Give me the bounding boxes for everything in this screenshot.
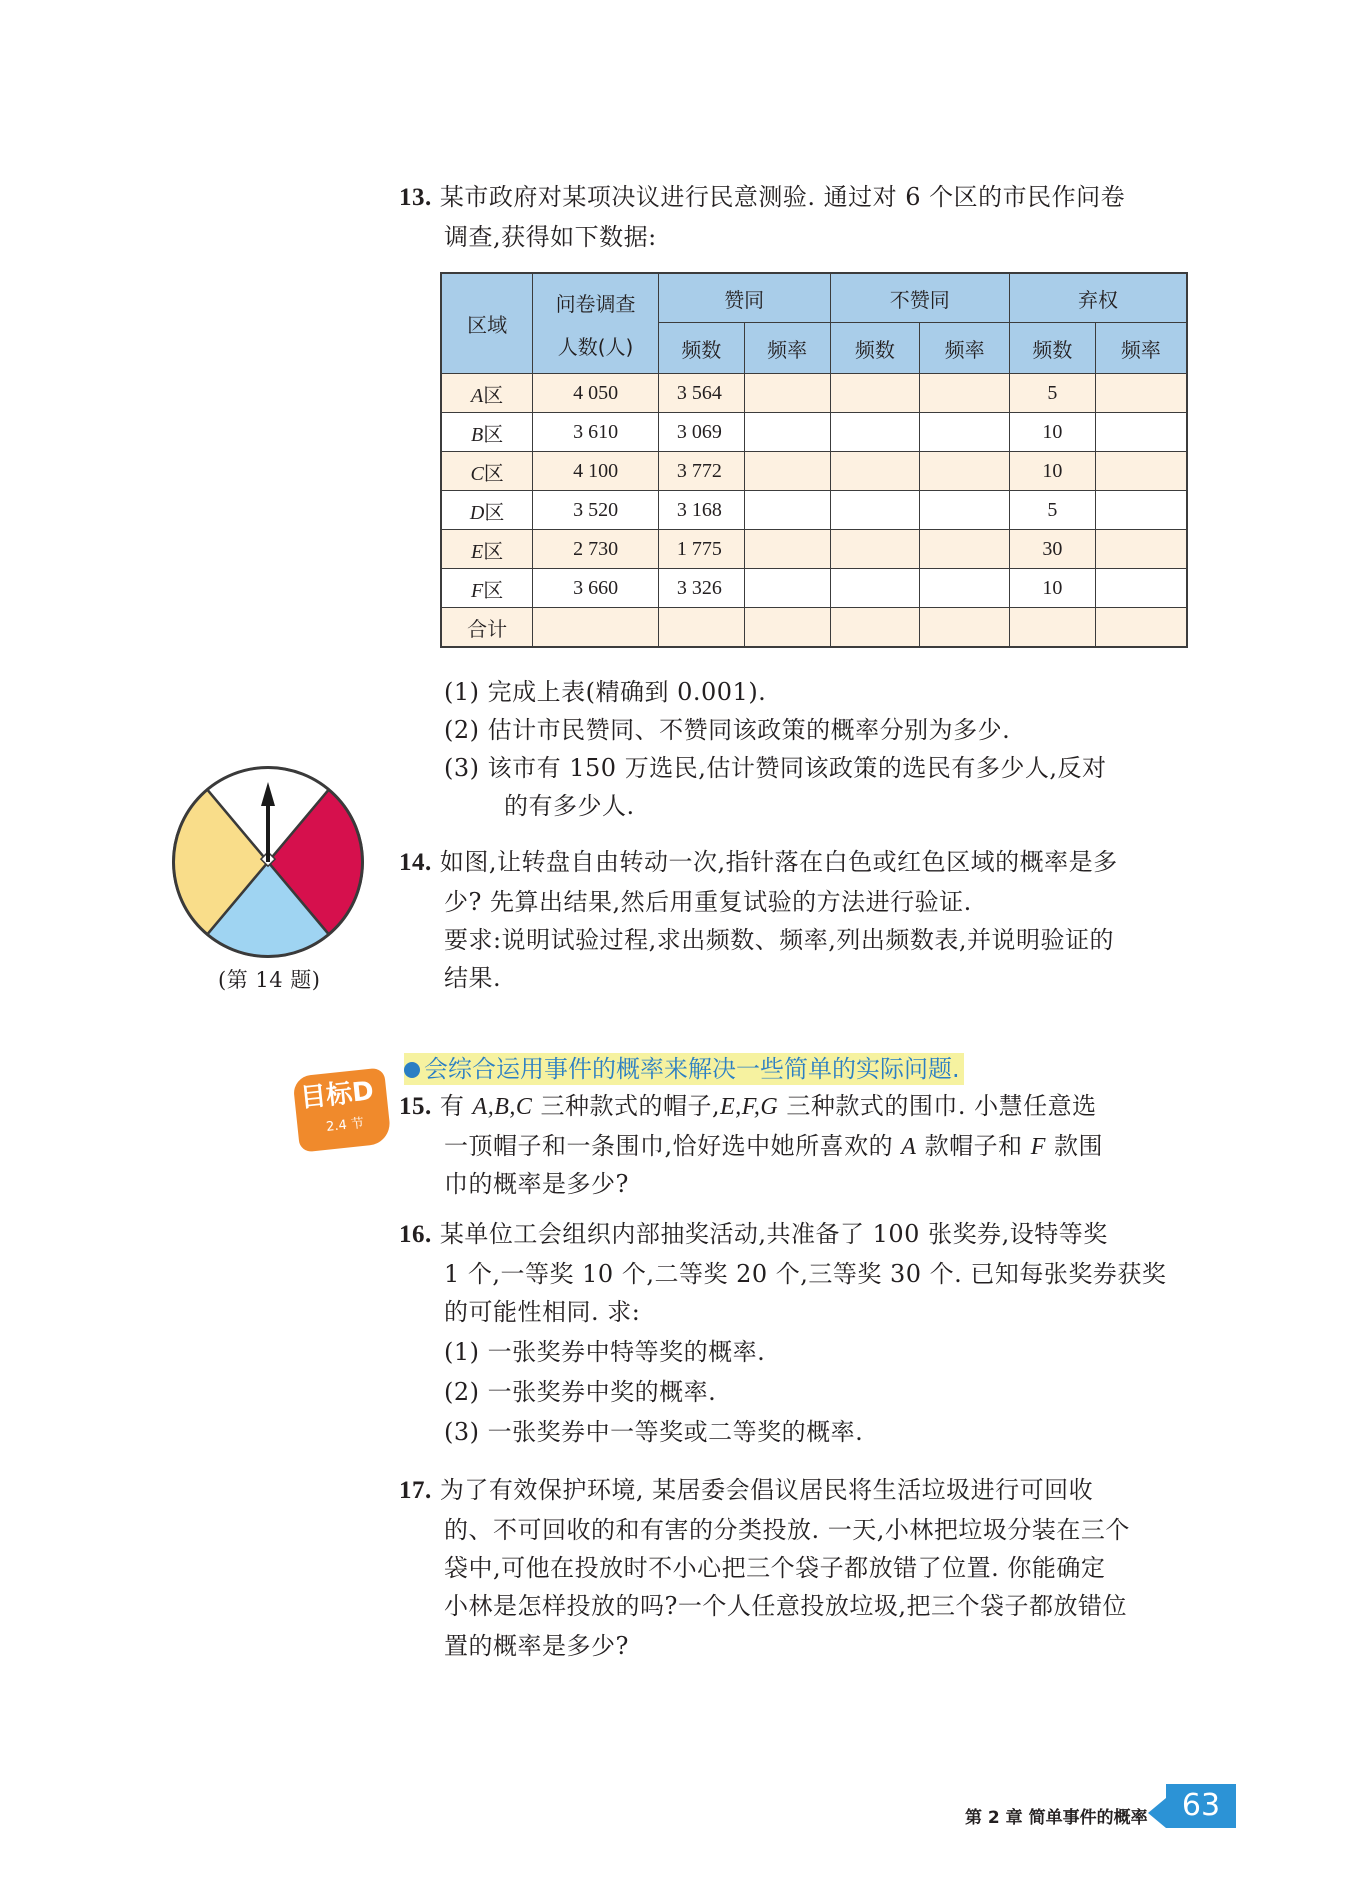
table-row: B区 3 610 3 069 10 <box>441 413 1187 452</box>
q16-line-1: 16. 某单位工会组织内部抽奖活动,共准备了 100 张奖券,设特等奖 <box>399 1220 1108 1248</box>
table-row: C区 4 100 3 772 10 <box>441 452 1187 491</box>
q16-sub-1: (1) 一张奖券中特等奖的概率. <box>444 1338 766 1366</box>
table-row: F区 3 660 3 326 10 <box>441 569 1187 608</box>
q14-line-3: 要求:说明试验过程,求出频数、频率,列出频数表,并说明验证的 <box>444 926 1114 954</box>
q16-line-2: 1 个,一等奖 10 个,二等奖 20 个,三等奖 30 个. 已知每张奖券获奖 <box>444 1260 1167 1288</box>
q14-number: 14. <box>399 849 432 876</box>
figure-caption: (第 14 题) <box>218 968 321 992</box>
q17-line-3: 袋中,可他在投放时不小心把三个袋子都放错了位置. 你能确定 <box>444 1554 1106 1582</box>
q14-line-2: 少? 先算出结果,然后用重复试验的方法进行验证. <box>444 888 972 916</box>
q13-sub-3a: (3) 该市有 150 万选民,估计赞同该政策的选民有多少人,反对 <box>444 754 1107 782</box>
header-region: 区域 <box>441 273 533 374</box>
q13-sub-2: (2) 估计市民赞同、不赞同该政策的概率分别为多少. <box>444 716 1011 744</box>
chapter-footer: 第 2 章 简单事件的概率 <box>965 1808 1148 1828</box>
q15-number: 15. <box>399 1093 432 1120</box>
header-agree-rate: 频率 <box>744 323 830 374</box>
q13-line-1: 13. 某市政府对某项决议进行民意测验. 通过对 6 个区的市民作问卷 <box>399 183 1126 211</box>
spinner-figure <box>170 764 366 960</box>
header-disagree-rate: 频率 <box>920 323 1010 374</box>
q16-sub-3: (3) 一张奖券中一等奖或二等奖的概率. <box>444 1418 864 1446</box>
goal-text: 会综合运用事件的概率来解决一些简单的实际问题. <box>404 1053 964 1085</box>
q17-line-1: 17. 为了有效保护环境, 某居委会倡议居民将生活垃圾进行可回收 <box>399 1476 1094 1504</box>
q17-line-5: 置的概率是多少? <box>444 1632 629 1660</box>
header-survey-count: 问卷调查 人数(人) <box>533 273 659 374</box>
q13-line-2: 调查,获得如下数据: <box>444 223 657 251</box>
q15-line-2: 一顶帽子和一条围巾,恰好选中她所喜欢的 A 款帽子和 F 款围 <box>444 1132 1104 1160</box>
table-total-row: 合计 <box>441 608 1187 648</box>
q14-line-1: 14. 如图,让转盘自由转动一次,指针落在白色或红色区域的概率是多 <box>399 848 1118 876</box>
bullet-dot-icon <box>404 1062 420 1078</box>
header-abstain-freq: 频数 <box>1009 323 1095 374</box>
header-disagree-freq: 频数 <box>830 323 920 374</box>
survey-table <box>440 272 1188 648</box>
header-disagree: 不赞同 <box>830 273 1009 323</box>
page-tab-corner <box>1148 1798 1166 1828</box>
q15-line-1: 15. 有 A,B,C 三种款式的帽子,E,F,G 三种款式的围巾. 小慧任意选 <box>399 1092 1097 1120</box>
header-abstain-rate: 频率 <box>1095 323 1187 374</box>
q17-line-2: 的、不可回收的和有害的分类投放. 一天,小林把垃圾分装在三个 <box>444 1516 1130 1544</box>
header-agree: 赞同 <box>658 273 830 323</box>
q14-line-4: 结果. <box>444 964 502 992</box>
q13-sub-3b: 的有多少人. <box>504 792 635 820</box>
header-abstain: 弃权 <box>1009 273 1187 323</box>
q17-line-4: 小林是怎样投放的吗?一个人任意投放垃圾,把三个袋子都放错位 <box>444 1592 1127 1620</box>
q16-sub-2: (2) 一张奖券中奖的概率. <box>444 1378 717 1406</box>
q16-line-3: 的可能性相同. 求: <box>444 1298 641 1326</box>
goal-badge-section: 2.4 节 <box>325 1116 365 1135</box>
table-row: E区 2 730 1 775 30 <box>441 530 1187 569</box>
goal-badge-title: 目标D <box>298 1076 376 1114</box>
q16-number: 16. <box>399 1221 432 1248</box>
table-row: D区 3 520 3 168 5 <box>441 491 1187 530</box>
q15-line-3: 巾的概率是多少? <box>444 1170 629 1198</box>
header-agree-freq: 频数 <box>658 323 744 374</box>
q13-number: 13. <box>399 184 432 211</box>
q13-sub-1: (1) 完成上表(精确到 0.001). <box>444 678 767 706</box>
table-row: A区 4 050 3 564 5 <box>441 374 1187 413</box>
q17-number: 17. <box>399 1477 432 1504</box>
page-number: 63 <box>1181 1788 1221 1823</box>
